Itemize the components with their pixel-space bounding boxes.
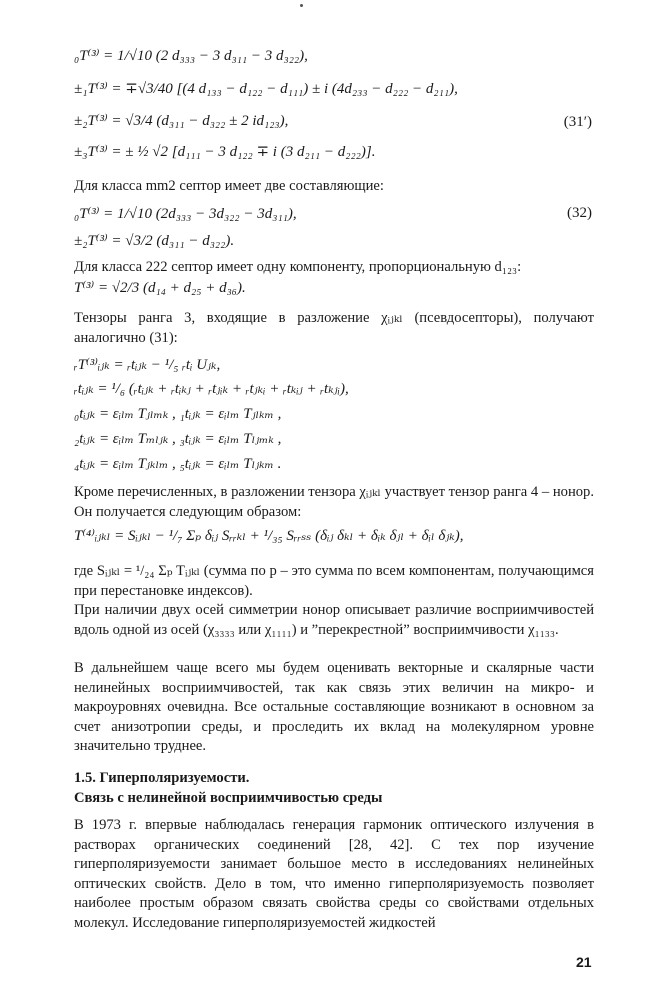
equation-number-31prime: (31′) — [563, 114, 592, 130]
equation-pseudo-5: ₄tᵢⱼₖ = εᵢₗₘ Tⱼₖₗₘ , ₅tᵢⱼₖ = εᵢₗₘ Tₗⱼₖₘ . — [74, 456, 282, 472]
equation-31-line-2: ±₁T⁽³⁾ = ∓√3/40 [(4 d₁₃₃ − d₁₂₂ − d₁₁₁) ± i (4d₂₃₃ − d₂₂₂ − d₂₁₁), — [74, 81, 458, 97]
equation-32-line-2: ±₂T⁽³⁾ = √3/2 (d₃₁₁ − d₃₂₂). — [74, 233, 235, 249]
section-heading-title: Связь с нелинейной восприимчивостью среды — [74, 790, 383, 806]
equation-31-line-1: ₀T⁽³⁾ = 1/√10 (2 d₃₃₃ − 3 d₃₁₁ − 3 d₃₂₂), — [74, 48, 308, 64]
paragraph-1973: В 1973 г. впервые наблюдалась генерация гармоник оптического излучения в растворах органических соединений [28, 42]. С тех пор изучение гиперполяризуемости занимает большое место в исследованиях нелинейных оптических свойств. Дело в том, что именно гиперполяризуемость позволяет наиболее простым образом связать свойства среды со свойствами отдельных молекул. Исследование гиперполяризуемостей жидкостей — [74, 817, 594, 931]
paragraph-pseudoseptors: Тензоры ранга 3, входящие в разложение χᵢⱼₖₗ (псевдосепторы), получают аналогично (31): — [74, 310, 594, 346]
equation-222: T⁽³⁾ = √2/3 (d₁₄ + d₂₅ + d₃₆). — [74, 280, 246, 296]
section-heading-number: 1.5. Гиперполяризуемости. — [74, 770, 250, 786]
equation-pseudo-3: ₀tᵢⱼₖ = εᵢₗₘ Tⱼₗₘₖ , ₁tᵢⱼₖ = εᵢₗₘ Tⱼₗₖₘ , — [74, 406, 282, 422]
paragraph-mm2: Для класса mm2 септор имеет две составляющие: — [74, 178, 384, 194]
equation-number-32: (32) — [567, 205, 592, 221]
page-number: 21 — [576, 954, 592, 970]
equation-31-line-3: ±₂T⁽³⁾ = √3/4 (d₃₁₁ − d₃₂₂ ± 2 id₁₂₃), — [74, 113, 289, 129]
scan-speck — [300, 4, 303, 7]
equation-pseudo-1: ᵣT⁽³⁾ᵢⱼₖ = ᵣtᵢⱼₖ − ¹/₅ ᵣtᵢ Uⱼₖ, — [74, 357, 221, 373]
paragraph-symmetry-axes: При наличии двух осей симметрии нонор описывает различие восприимчивостей вдоль одной из осей (χ₃₃₃₃ или χ₁₁₁₁) и ”перекрестной” восприимчивости χ₁₁₃₃. — [74, 602, 594, 638]
paragraph-sum-definition: где Sᵢⱼₖₗ = ¹/₂₄ Σₚ Tᵢⱼₖₗ (сумма по p – это сумма по всем компонентам, получающимся при перестановке индексов). — [74, 563, 594, 599]
equation-pseudo-2: ᵣtᵢⱼₖ = ¹/₆ (ᵣtᵢⱼₖ + ᵣtᵢₖⱼ + ᵣtⱼᵢₖ + ᵣtⱼₖᵢ + ᵣtₖᵢⱼ + ᵣtₖⱼᵢ), — [74, 381, 349, 397]
equation-31-line-4: ±₃T⁽³⁾ = ± ½ √2 [d₁₁₁ − 3 d₁₂₂ ∓ i (3 d₂₁₁ − d₂₂₂)]. — [74, 144, 376, 160]
equation-32-line-1: ₀T⁽³⁾ = 1/√10 (2d₃₃₃ − 3d₃₂₂ − 3d₃₁₁), — [74, 206, 297, 222]
equation-pseudo-4: ₂tᵢⱼₖ = εᵢₗₘ Tₘₗⱼₖ , ₃tᵢⱼₖ = εᵢₗₘ Tₗⱼₘₖ , — [74, 431, 282, 447]
paragraph-vector-scalar: В дальнейшем чаще всего мы будем оценивать векторные и скалярные части нелинейных восприимчивостей, так как связь этих величин на микро- и макроуровнях очевидна. Все остальные составляющие возникают в основном за счет анизотропии среды, и проследить их вклад на молекулярном уровне значительно труднее. — [74, 660, 594, 754]
paragraph-nonor: Кроме перечисленных, в разложении тензора χᵢⱼₖₗ участвует тензор ранга 4 – нонор. Он получается следующим образом: — [74, 484, 594, 520]
equation-nonor: T⁽⁴⁾ᵢⱼₖₗ = Sᵢⱼₖₗ − ¹/₇ Σₚ δᵢⱼ Sᵣᵣₖₗ + ¹/₃₅ Sᵣᵣₛₛ (δᵢⱼ δₖₗ + δᵢₖ δⱼₗ + δᵢₗ δⱼₖ), — [74, 528, 464, 544]
paragraph-222: Для класса 222 септор имеет одну компоненту, пропорциональную d₁₂₃: — [74, 259, 522, 275]
